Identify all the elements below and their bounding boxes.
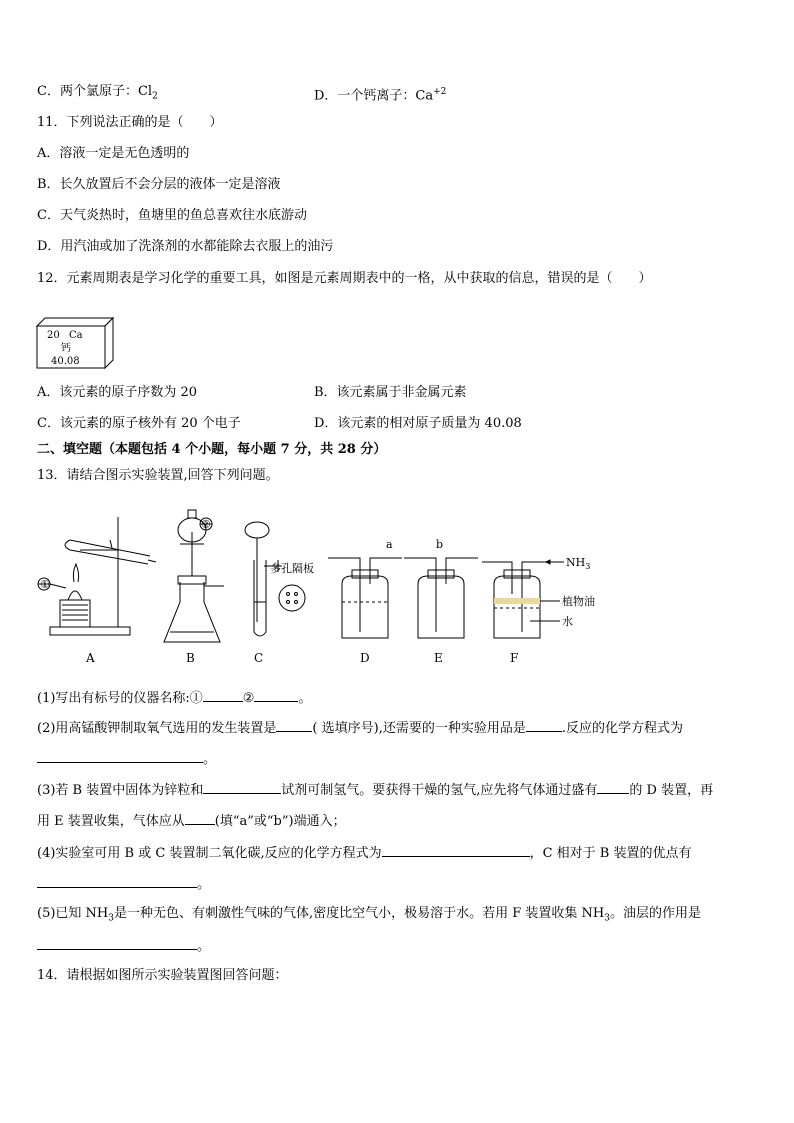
svg-text:①: ①	[40, 578, 50, 591]
q11-option-c: C．天气炎热时，鱼塘里的鱼总喜欢往水底游动	[37, 208, 307, 223]
q13-part2: (2)用高锰酸钾制取氧气选用的发生装置是 ( 选填序号),还需要的一种实验用品是 .反应的化学方程式为	[37, 718, 683, 738]
q12-option-a: A．该元素的原子序数为 20	[37, 385, 198, 400]
q11-option-d: D．用汽油或加了洗涤剂的水都能除去衣服上的油污	[37, 239, 334, 254]
answer-blank[interactable]	[597, 780, 629, 794]
svg-text:多孔隔板: 多孔隔板	[270, 562, 314, 575]
answer-blank[interactable]	[203, 688, 243, 702]
q13-part5: (5)已知 $NH_3$是一种无色、有刺激性气味的气体,密度比空气小，极易溶于水。若用 F 装置收集 $NH_3$。油层的作用是	[37, 906, 702, 924]
svg-text:NH3: $NH_3$	[566, 556, 591, 571]
q11-option-b: B．长久放置后不会分层的液体一定是溶液	[37, 177, 281, 192]
q13-part3: (3)若 B 装置中固体为锌粒和 试剂可制氢气。要获得干燥的氢气,应先将气体通过盛有 的 D 装置，再	[37, 780, 713, 800]
q12-option-b: B．该元素属于非金属元素	[314, 385, 467, 400]
q10-option-c: C．两个氯原子：$Cl_2$	[37, 84, 158, 102]
element-number: 20	[47, 330, 60, 341]
apparatus-e	[404, 558, 478, 638]
svg-text:A: A	[86, 651, 95, 665]
answer-blank[interactable]	[37, 749, 203, 763]
element-cell-figure	[37, 318, 113, 368]
q13-part4-line2: 。	[37, 874, 210, 894]
q13-part3-line2: 用 E 装置收集，气体应从 (填“a”或“b”)端通入；	[37, 811, 346, 831]
answer-blank[interactable]	[37, 936, 197, 950]
answer-blank[interactable]	[526, 718, 562, 732]
svg-text:E: E	[434, 651, 443, 665]
apparatus-b	[164, 510, 224, 642]
q13-part4: (4)实验室可用 B 或 C 装置制二氧化碳,反应的化学方程式为 ，C 相对于 B 装置的优点有	[37, 843, 691, 863]
answer-blank[interactable]	[382, 843, 530, 857]
q11-option-a: A．溶液一定是无色透明的	[37, 146, 190, 161]
svg-text:C: C	[254, 651, 264, 665]
section-title: 二、填空题（本题包括 4 个小题，每小题 7 分，共 28 分）	[37, 442, 387, 457]
q13-part1: (1)写出有标号的仪器名称:① ② 。	[37, 688, 311, 708]
q13-part2-line2: 。	[37, 749, 216, 769]
apparatus-figure	[30, 502, 595, 672]
answer-blank[interactable]	[185, 811, 215, 825]
q10-option-d: D．一个钙离子：$Ca^{+2}$	[314, 87, 447, 104]
element-mass: 40.08	[51, 356, 80, 367]
q12-option-d: D．该元素的相对原子质量为 40.08	[314, 416, 522, 431]
svg-text:B: B	[186, 651, 195, 665]
svg-text:水: 水	[562, 615, 573, 628]
svg-text:D: D	[360, 651, 370, 665]
svg-text:b: b	[436, 538, 444, 551]
element-name: 钙	[61, 343, 71, 354]
answer-blank[interactable]	[37, 874, 197, 888]
q12-stem: 12．元素周期表是学习化学的重要工具，如图是元素周期表中的一格，从中获取的信息，错误的是（ ）	[37, 271, 652, 286]
q14-stem: 14．请根据如图所示实验装置图回答问题：	[37, 968, 288, 983]
answer-blank[interactable]	[276, 718, 312, 732]
apparatus-f	[482, 560, 564, 638]
apparatus-c	[245, 522, 305, 636]
element-symbol: Ca	[69, 330, 83, 341]
apparatus-a	[38, 517, 156, 635]
answer-blank[interactable]	[203, 780, 281, 794]
svg-text:②: ②	[201, 518, 211, 531]
q11-stem: 11．下列说法正确的是（ ）	[37, 115, 223, 130]
apparatus-d	[328, 558, 402, 638]
svg-text:a: a	[386, 538, 393, 551]
q13-part5-line2: 。	[37, 936, 210, 956]
svg-text:植物油: 植物油	[562, 595, 595, 608]
q13-stem: 13．请结合图示实验装置,回答下列问题。	[37, 468, 279, 483]
svg-text:F: F	[510, 651, 519, 665]
answer-blank[interactable]	[254, 688, 298, 702]
q12-option-c: C．该元素的原子核外有 20 个电子	[37, 416, 241, 431]
